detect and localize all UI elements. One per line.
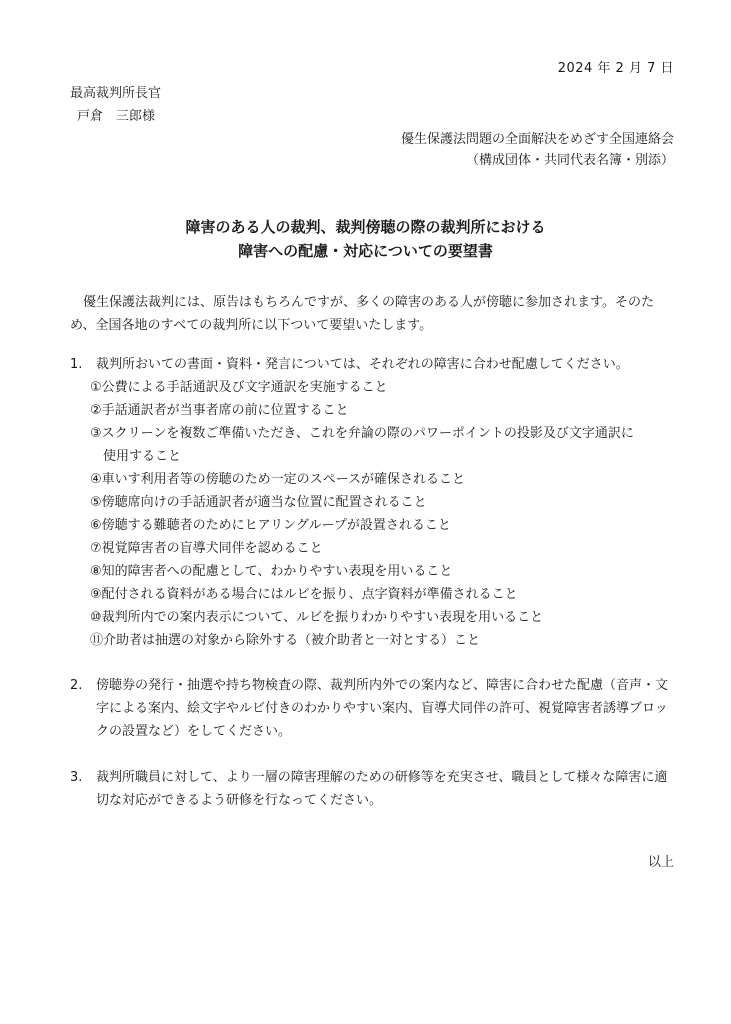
list-item: ⑧知的障害者への配慮として、わかりやすい表現を用いること xyxy=(90,564,453,579)
closing-text: 以上 xyxy=(647,855,674,870)
section-number: 3. xyxy=(70,770,83,785)
section-2 xyxy=(70,674,678,743)
list-item: ⑨配付される資料がある場合にはルビを振り、点字資料が準備されること xyxy=(90,587,518,602)
list-item: ⑥傍聴する難聴者のためにヒアリングループが設置されること xyxy=(90,518,451,533)
section-text: 傍聴券の発行・抽選や持ち物検査の際、裁判所内外での案内など、障害に合わせた配慮（音声・文字による案内、絵文字やルビ付きのわかりやすい案内、盲導犬同伴の許可、視覚障害者誘導ブロックの設置など）をしてください。 xyxy=(96,678,669,739)
sender-block xyxy=(401,133,674,175)
section-3 xyxy=(70,766,678,812)
date: 2024 年 2 月 7 日 xyxy=(557,61,674,76)
list-item: ⑤傍聴席向けの手話通訳者が適当な位置に配置されること xyxy=(90,495,427,510)
section-text: 裁判所おいての書面・資料・発言については、それぞれの障害に合わせ配慮してください。 xyxy=(96,357,629,372)
addressee-name: 戸倉 三郎様 xyxy=(77,109,156,124)
list-item-text: ③スクリーンを複数ご準備いただき、これを弁論の際のパワーポイントの投影及び文字通訳に xyxy=(90,426,634,441)
sender-note: （構成団体・共同代表名簿・別添） xyxy=(465,153,674,168)
section-number: 1. xyxy=(70,357,83,372)
list-item: ④車いす利用者等の傍聴のため一定のスペースが確保されること xyxy=(90,472,466,487)
title-line-2: 障害への配慮・対応についての要望書 xyxy=(238,242,493,260)
list-item xyxy=(90,422,678,468)
title-line-1: 障害のある人の裁判、裁判傍聴の際の裁判所における xyxy=(185,218,546,236)
sender-org: 優生保護法問題の全面解決をめざす全国連絡会 xyxy=(400,132,674,147)
list-item: ⑪介助者は抽選の対象から除外する（被介助者と一対とする）こと xyxy=(90,633,481,648)
list-item: ②手話通訳者が当事者席の前に位置すること xyxy=(90,403,349,418)
section-1 xyxy=(70,353,678,652)
document-title xyxy=(0,220,731,268)
intro-paragraph: 優生保護法裁判には、原告はもちろんですが、多くの障害のある人が傍聴に参加されます。そのため、全国各地のすべての裁判所に以下ついて要望いたします。 xyxy=(70,295,654,333)
addressee-title: 最高裁判所長官 xyxy=(70,86,162,101)
list-item: ①公費による手話通訳及び文字通訳を実施すること xyxy=(90,380,388,395)
list-item: ⑩裁判所内での案内表示について、ルビを振りわかりやすい表現を用いること xyxy=(90,610,544,625)
request-list xyxy=(90,376,678,652)
section-number: 2. xyxy=(70,678,83,693)
section-text: 裁判所職員に対して、より一層の障害理解のための研修等を充実させ、職員として様々な障害に適切な対応ができるよう研修を行なってください。 xyxy=(96,770,668,808)
list-item: ⑦視覚障害者の盲導犬同伴を認めること xyxy=(90,541,323,556)
list-item-continuation: 使用すること xyxy=(103,449,182,464)
